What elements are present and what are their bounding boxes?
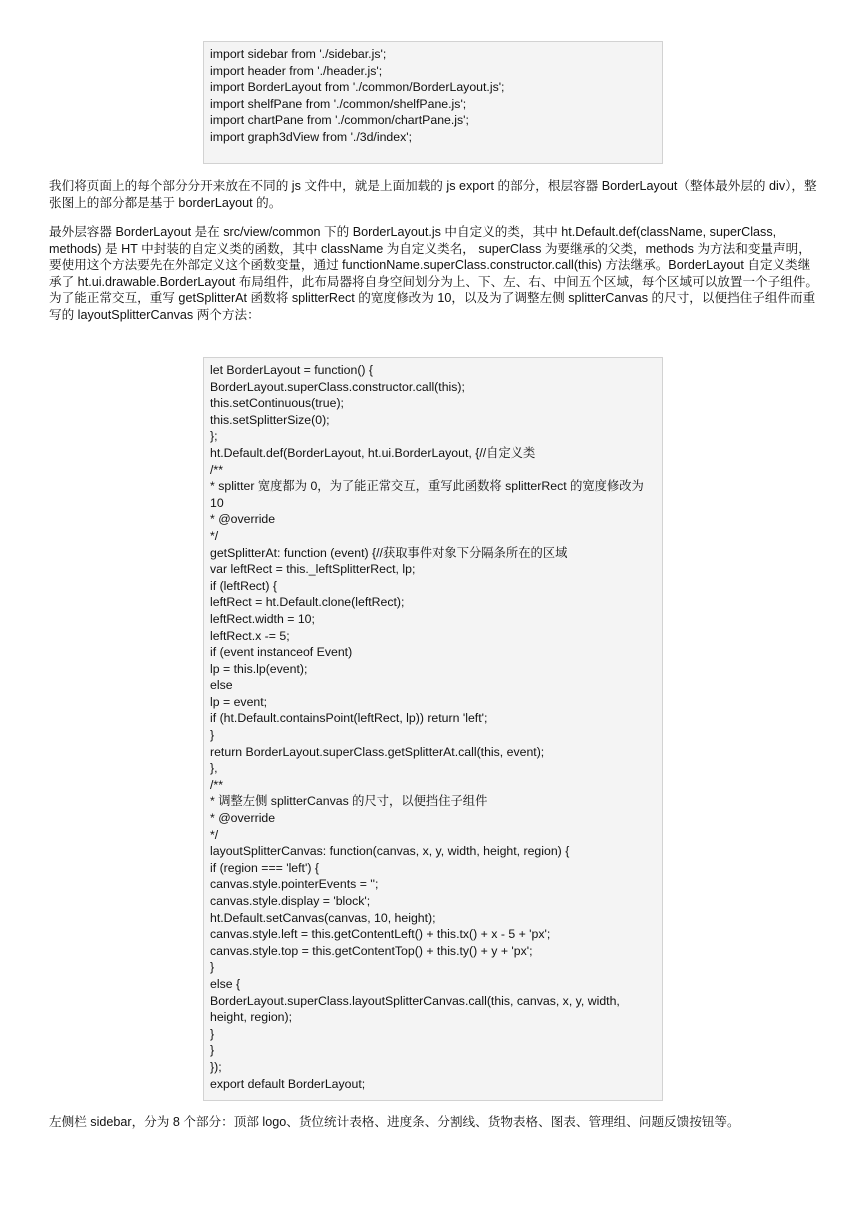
code-line: BorderLayout.superClass.constructor.call(this); [210,379,465,394]
code-line: ht.Default.setCanvas(canvas, 10, height); [210,910,436,925]
code-line: let BorderLayout = function() { [210,363,374,377]
paragraph-borderlayout: 最外层容器 BorderLayout 是在 src/view/common 下的 BorderLayout.js 中自定义的类，其中 ht.Default.def(className, superClass, methods) 是 HT 中封装的自定义类的函数，其中 className 为自定义类名， superClass 为要继承的父类，methods 为方法和变量声明，要使用这个方法要先在外部定义这个函数变量，通过 functionName.superClass.constructor.call(this) 方法继承。BorderLayout 自定义类继承了 ht.ui.drawable.BorderLayout 布局组件，此布局器将自身空间划分为上、下、左、右、中间五个区域，每个区域可以放置一个子组件。为了能正常交互，重写 getSplitterAt 函数将 splitterRect 的宽度修改为 10，以及为了调整左侧 splitterCanvas 的尺寸，以便挡住子组件而重写的 layoutSplitterCanvas 两个方法： [49,225,819,322]
code-line: }, [210,761,218,776]
code-line: getSplitterAt: function (event) {//获取事件对象下分隔条所在的区域 [210,545,568,560]
code-line: leftRect.x -= 5; [210,628,290,643]
code-line: return BorderLayout.superClass.getSplitterAt.call(this, event); [210,744,545,759]
code-line: else { [210,976,241,991]
code-line: * @override [210,811,276,826]
code-line: leftRect.width = 10; [210,611,315,626]
code-line: lp = this.lp(event); [210,661,308,676]
code-line: ht.Default.def(BorderLayout, ht.ui.BorderLayout, {//自定义类 [210,445,536,460]
code-line: layoutSplitterCanvas: function(canvas, x, y, width, height, region) { [210,844,570,859]
code-line: /** [210,462,223,477]
code-line: if (event instanceof Event) [210,645,353,660]
paragraph-intro: 我们将页面上的每个部分分开来放在不同的 js 文件中，就是上面加载的 js export 的部分，根层容器 BorderLayout（整体最外层的 div），整张图上的部分都是基于 borderLayout 的。 [49,179,817,210]
code-line: var leftRect = this._leftSplitterRect, lp; [210,562,416,577]
code-line: import chartPane from './common/chartPane.js'; [210,113,469,128]
code-line: import shelfPane from './common/shelfPane.js'; [210,96,467,111]
code-line: BorderLayout.superClass.layoutSplitterCanvas.call(this, canvas, x, y, width, height, region); [210,993,624,1025]
code-line: lp = event; [210,694,268,709]
code-line: import sidebar from './sidebar.js'; [210,47,387,61]
code-line: import BorderLayout from './common/BorderLayout.js'; [210,80,505,95]
code-line: } [210,1026,215,1041]
code-line: this.setSplitterSize(0); [210,412,330,427]
code-line: canvas.style.display = 'block'; [210,894,371,908]
code-line: if (region === 'left') { [210,860,319,875]
code-line: /** [210,777,223,792]
code-line: import graph3dView from './3d/index'; [210,129,413,144]
code-line: }); [210,1059,222,1074]
code-line: */ [210,827,219,842]
code-line: }; [210,429,218,444]
code-line: } [210,728,215,743]
code-line: this.setContinuous(true); [210,396,344,411]
code-line: * splitter 宽度都为 0，为了能正常交互，重写此函数将 splitterRect 的宽度修改为 10 [210,479,648,510]
code-line: } [210,1043,215,1058]
imports-code-block [203,41,663,164]
code-line: canvas.style.pointerEvents = ''; [210,877,379,892]
borderlayout-code-block [203,357,663,1101]
code-line: if (ht.Default.containsPoint(leftRect, lp)) return 'left'; [210,711,488,726]
code-line: */ [210,528,219,543]
code-line: import header from './header.js'; [210,63,383,78]
code-line: } [210,960,215,975]
code-line: * @override [210,512,276,527]
paragraph-sidebar: 左侧栏 sidebar，分为 8 个部分：顶部 logo、货位统计表格、进度条、分割线、货物表格、图表、管理组、问题反馈按钮等。 [49,1115,740,1129]
code-line: canvas.style.left = this.getContentLeft() + this.tx() + x - 5 + 'px'; [210,927,551,942]
code-line: canvas.style.top = this.getContentTop() + this.ty() + y + 'px'; [210,943,533,958]
code-line: * 调整左侧 splitterCanvas 的尺寸，以便挡住子组件 [210,794,488,809]
code-line: export default BorderLayout; [210,1076,366,1091]
code-line: leftRect = ht.Default.clone(leftRect); [210,595,405,610]
code-line: else [210,678,233,693]
code-line: if (leftRect) { [210,578,277,593]
